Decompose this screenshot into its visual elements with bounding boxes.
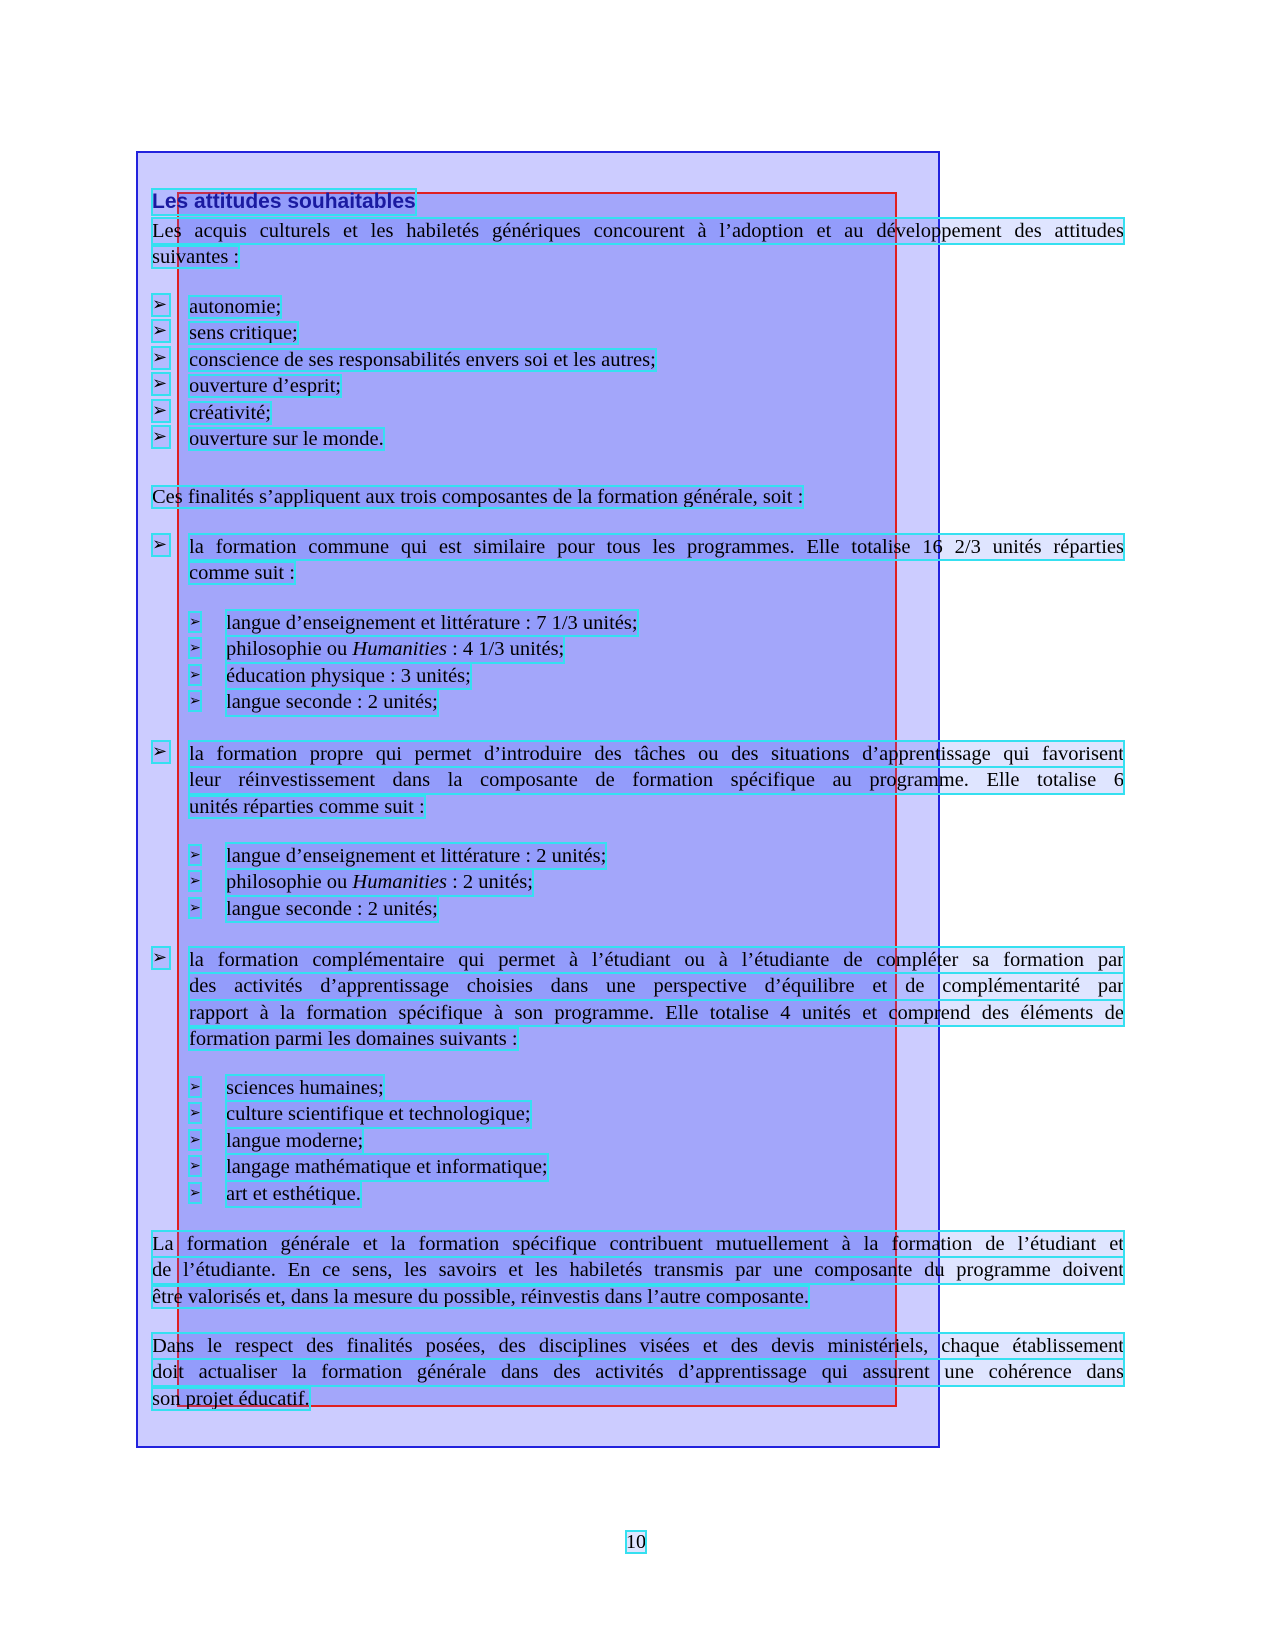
list-item-text: créativité; xyxy=(189,401,271,424)
list-item-line: des activités d’apprentissage choisies dans une perspective d’équilibre et de complémentarité par xyxy=(189,973,1124,999)
arrowhead-bullet-icon: ➢ xyxy=(189,1105,201,1122)
list-item-line: la formation propre qui permet d’introduire des tâches ou des situations d’apprentissage qui favorisent xyxy=(189,741,1124,767)
page-number: 10 xyxy=(626,1531,646,1553)
arrowhead-bullet-icon: ➢ xyxy=(189,873,201,890)
arrowhead-bullet-icon: ➢ xyxy=(189,1131,201,1148)
paragraph-line: de l’étudiante. En ce sens, les savoirs et les habiletés transmis par une composante du programme doivent xyxy=(152,1257,1124,1283)
arrowhead-bullet-icon: ➢ xyxy=(152,534,170,556)
general-specific-paragraph xyxy=(152,1231,1124,1310)
arrowhead-bullet-icon: ➢ xyxy=(189,847,201,863)
arrowhead-bullet-icon: ➢ xyxy=(189,1079,201,1095)
arrowhead-bullet-icon: ➢ xyxy=(189,899,201,916)
paragraph-line: Ces finalités s’appliquent aux trois composantes de la formation générale, soit : xyxy=(152,486,804,508)
arrowhead-bullet-icon: ➢ xyxy=(189,1184,201,1201)
list-item-line: leur réinvestissement dans la composante de formation spécifique au programme. Elle totalise 6 xyxy=(189,767,1124,793)
arrowhead-bullet-icon: ➢ xyxy=(189,666,201,683)
paragraph-line: Dans le respect des finalités posées, des disciplines visées et des devis ministériels, chaque établissement xyxy=(152,1333,1124,1359)
finalites-paragraph xyxy=(152,484,1124,510)
list-item-text: sens critique; xyxy=(189,322,298,345)
paragraph-line: suivantes : xyxy=(152,246,240,269)
page-content: Les attitudes souhaitables Les acquis culturels et les habiletés génériques concourent à l’adoption et au développement des attitudes suivantes : ➢ autonomie; ➢ sens critique; ➢ conscience de ses responsabilités envers soi et les autres; ➢ ouverture d’esprit; ➢ créativité; ➢ ouverture sur le monde. Ces finalités s’appliquent aux trois composantes de la formation générale, soit : ➢ la formation commune qui est similaire pour tous les programmes. Elle totalise 16 2/3 unités réparties comme suit : ➢ langue d’enseignement et littérature : 7 1/3 unités; ➢ philosophie ou Humanities : 4 1/3 unités; ➢ éducation physique : 3 unités; ➢ langue seconde : 2 unités; ➢ la formation propre qui permet d’introduire des tâches ou des situations d’apprentissage qui favorisent leur réinvestissement dans la composante de formation spécifique au programme. Elle totalise 6 unités réparties comme suit : ➢ langue d’enseignement et littérature : 2 unités; ➢ philosophie ou Humanities : 2 unités; ➢ langue seconde : 2 unités; ➢ la formation complémentaire qui permet à l’étudiant ou à l’étudiante de compléter sa formation par des activités d’apprentissage choisies dans une perspective d’équilibre et de complémentarité par rapport à la formation spécifique à son programme. Elle totalise 4 unités et comprend des éléments de formation parmi les domaines suivants : ➢ sciences humaines; ➢ culture scientifique et technologique; ➢ langue moderne; ➢ langage mathématique et informatique; ➢ art et esthétique. La formation générale et la formation spécifique contribuent mutuellement à la formation de l’étudiant et de l’étudiante. En ce sens, les savoirs et les habiletés transmis par une composante du programme doivent être valorisés et, dans la mesure du possible, réinvestis dans l’autre composante. Dans le respect des finalités posées, des disciplines visées et des devis ministériels, chaque établissement doit actualiser la formation générale dans des activités d’apprentissage qui assurent une cohérence dans son projet éducatif. 10 xyxy=(152,190,1124,1553)
list-item-text: autonomie; xyxy=(189,296,282,318)
paragraph-line: Les acquis culturels et les habiletés génériques concourent à l’adoption et au développement des attitudes xyxy=(152,218,1124,244)
arrowhead-bullet-icon: ➢ xyxy=(189,640,201,657)
arrowhead-bullet-icon: ➢ xyxy=(189,1158,201,1175)
paragraph-line: son projet éducatif. xyxy=(152,1387,310,1410)
arrowhead-bullet-icon: ➢ xyxy=(152,347,170,369)
arrowhead-bullet-icon: ➢ xyxy=(152,947,170,969)
list-item-line: la formation commune qui est similaire pour tous les programmes. Elle totalise 16 2/3 unités réparties xyxy=(189,534,1124,560)
arrowhead-bullet-icon: ➢ xyxy=(189,614,201,630)
arrowhead-bullet-icon: ➢ xyxy=(152,294,170,316)
paragraph-line: être valorisés et, dans la mesure du possible, réinvestis dans l’autre composante. xyxy=(152,1285,809,1308)
list-item-line: formation parmi les domaines suivants : xyxy=(189,1028,518,1051)
arrowhead-bullet-icon: ➢ xyxy=(152,426,170,448)
arrowhead-bullet-icon: ➢ xyxy=(152,320,170,342)
list-item-line: rapport à la formation spécifique à son programme. Elle totalise 4 unités et comprend des éléments de xyxy=(189,1000,1124,1026)
list-item-text: ouverture sur le monde. xyxy=(189,428,384,450)
arrowhead-bullet-icon: ➢ xyxy=(152,741,170,763)
list-item-line: comme suit : xyxy=(189,562,295,585)
list-item-text: conscience de ses responsabilités envers soi et les autres; xyxy=(189,348,656,371)
section-heading: Les attitudes souhaitables xyxy=(152,190,416,213)
arrowhead-bullet-icon: ➢ xyxy=(152,373,170,395)
intro-paragraph xyxy=(152,218,1124,271)
arrowhead-bullet-icon: ➢ xyxy=(152,400,170,422)
paragraph-line: La formation générale et la formation spécifique contribuent mutuellement à la formation de l’étudiant et xyxy=(152,1231,1124,1257)
respect-paragraph xyxy=(152,1333,1124,1412)
paragraph-line: doit actualiser la formation générale dans des activités d’apprentissage qui assurent une cohérence dans xyxy=(152,1359,1124,1385)
arrowhead-bullet-icon: ➢ xyxy=(189,693,201,710)
list-item-text: ouverture d’esprit; xyxy=(189,375,341,398)
list-item-line: unités réparties comme suit : xyxy=(189,795,425,818)
list-item-line: la formation complémentaire qui permet à l’étudiant ou à l’étudiante de compléter sa formation par xyxy=(189,947,1124,973)
